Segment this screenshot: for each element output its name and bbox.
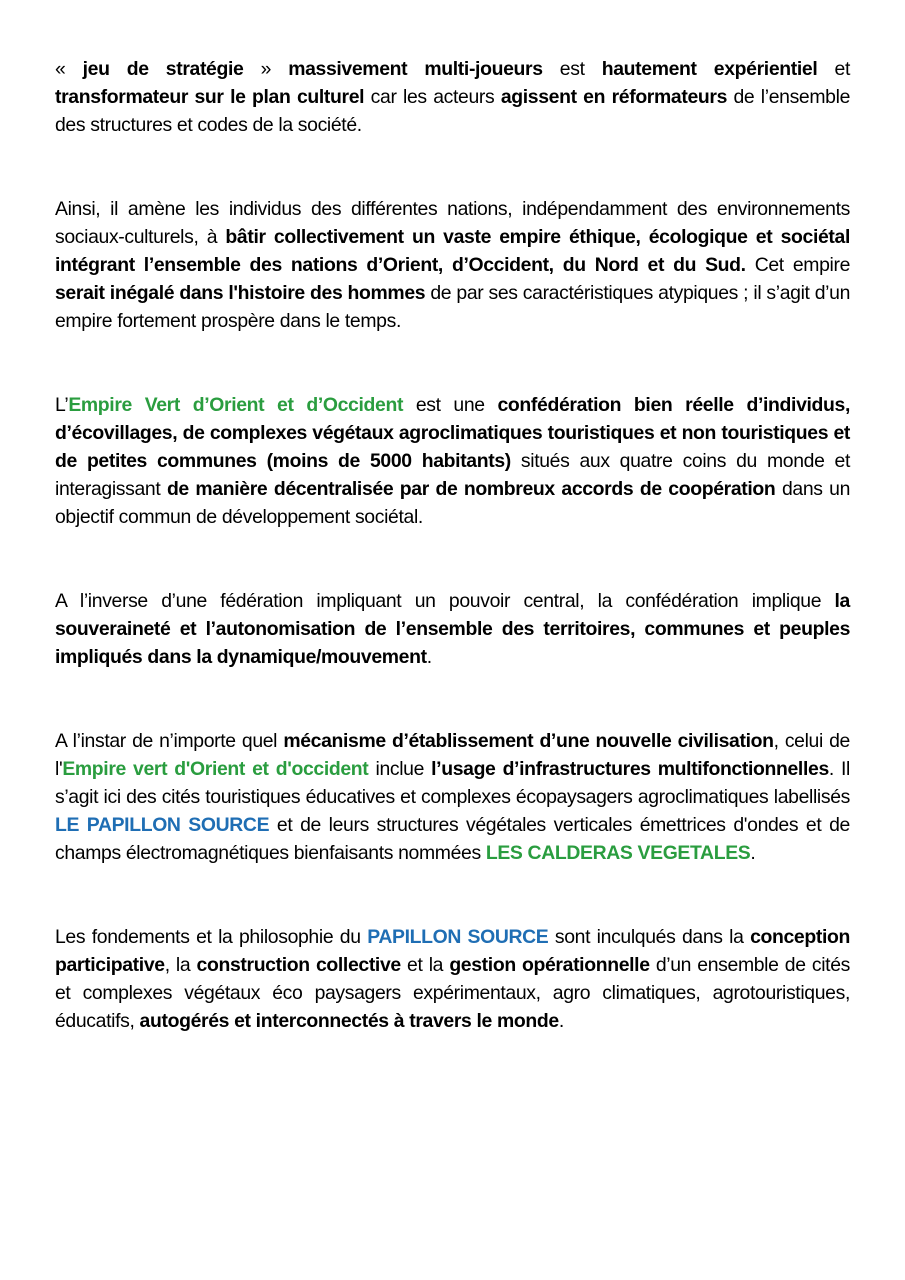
text-run: et de leurs structures végétales verticales émettrices d'ondes et de champs électromagnétiques bienfaisants nommées (55, 814, 850, 864)
text-run: car les acteurs (364, 86, 501, 108)
highlight-run: LE PAPILLON SOURCE (55, 814, 270, 836)
bold-run: confédération bien réelle d’individus, d’écovillages, de complexes végétaux agroclimatiques touristiques et non touristiques et de petites communes (moins de 5000 habitants) (55, 394, 850, 472)
text-run: . Il s’agit ici des cités touristiques éducatives et complexes écopaysagers agroclimatiques labellisés (55, 758, 850, 808)
paragraph-p2 (55, 195, 850, 335)
paragraph-p1 (55, 55, 850, 139)
paragraph-spacer (55, 671, 850, 727)
text-run: L’ (55, 394, 69, 416)
bold-run: construction collective (196, 954, 401, 976)
bold-run: jeu de stratégie (82, 58, 244, 80)
text-run: , la (164, 954, 197, 976)
text-run: sont inculqués dans la (548, 926, 751, 948)
paragraph-p6 (55, 923, 850, 1035)
text-run: d’un ensemble de cités et complexes végétaux éco paysagers expérimentaux, agro climatiques, agrotouristiques, éducatifs, (55, 954, 850, 1032)
bold-run: mécanisme d’établissement d’une nouvelle civilisation (283, 730, 774, 752)
highlight-run: Empire vert d'Orient et d'occident (62, 758, 369, 780)
paragraph-spacer (55, 139, 850, 195)
text-run: est (542, 58, 602, 80)
bold-run: la souveraineté et l’autonomisation de l’ensemble des territoires, communes et peuples impliqués dans la dynamique/mouvement (55, 590, 850, 668)
paragraph-p4 (55, 587, 850, 671)
text-run: et (817, 58, 850, 80)
bold-run: hautement expérientiel (601, 58, 818, 80)
text-run: . (426, 646, 432, 668)
text-run: et la (400, 954, 450, 976)
text-run: est une (403, 394, 498, 416)
text-run: A l’inverse d’une fédération impliquant un pouvoir central, la confédération implique (55, 590, 835, 612)
text-run: . (558, 1010, 564, 1032)
text-run: Ainsi, il amène les individus des différentes nations, indépendamment des environnements sociaux-culturels, à (55, 198, 850, 248)
highlight-run: LES CALDERAS VEGETALES (485, 842, 751, 864)
paragraph-p3 (55, 391, 850, 531)
bold-run: de manière décentralisée par de nombreux accords de coopération (166, 478, 776, 500)
paragraph-spacer (55, 531, 850, 587)
bold-run: bâtir collectivement un vaste empire éthique, écologique et sociétal intégrant l’ensemble des nations d’Orient, d’Occident, du Nord et du Sud. (55, 226, 850, 276)
highlight-run: Empire Vert d’Orient et d’Occident (68, 394, 404, 416)
text-run: Cet empire (745, 254, 851, 276)
bold-run: serait inégalé dans l'histoire des hommes (55, 282, 426, 304)
bold-run: agissent en réformateurs (500, 86, 727, 108)
bold-run: l’usage d’infrastructures multifonctionnelles (431, 758, 829, 780)
text-run: Les fondements et la philosophie du (55, 926, 368, 948)
text-run: dans un objectif commun de développement sociétal. (55, 478, 851, 528)
text-run: de l’ensemble des structures et codes de la société. (55, 86, 850, 136)
highlight-run: PAPILLON SOURCE (367, 926, 549, 948)
text-run: . (750, 842, 756, 864)
bold-run: transformateur sur le plan culturel (55, 86, 365, 108)
text-run: , celui de l' (55, 730, 850, 780)
text-run: inclue (368, 758, 432, 780)
paragraph-spacer (55, 867, 850, 923)
paragraph-p5 (55, 727, 850, 867)
bold-run: massivement multi-joueurs (288, 58, 543, 80)
text-run: » (243, 58, 289, 80)
document-page (55, 55, 850, 1035)
text-run: de par ses caractéristiques atypiques ; il s’agit d’un empire fortement prospère dans le temps. (55, 282, 851, 332)
text-run: « (55, 58, 83, 80)
paragraph-spacer (55, 335, 850, 391)
text-run: A l’instar de n’importe quel (55, 730, 284, 752)
bold-run: conception participative (55, 926, 850, 976)
bold-run: autogérés et interconnectés à travers le monde (139, 1010, 559, 1032)
bold-run: gestion opérationnelle (449, 954, 650, 976)
text-run: situés aux quatre coins du monde et interagissant (55, 450, 850, 500)
